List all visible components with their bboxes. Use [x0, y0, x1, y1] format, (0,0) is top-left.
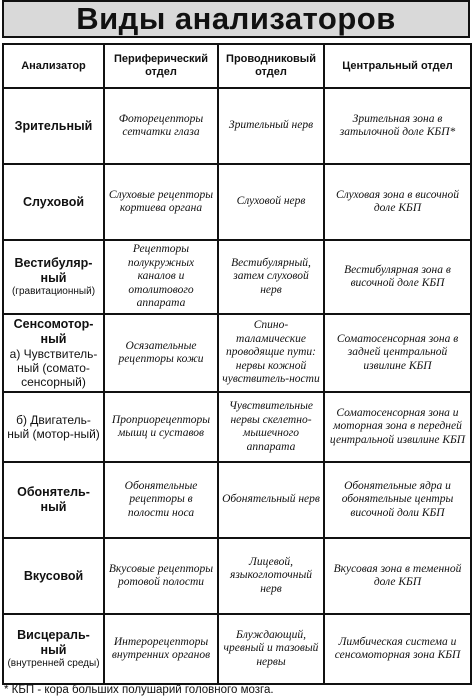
header-central: Центральный отдел — [324, 44, 471, 88]
peripheral-cell: Интерорецепторы внутренних органов — [104, 614, 218, 684]
table-row — [3, 314, 471, 392]
analyzers-table — [2, 43, 472, 685]
page-title: Виды анализаторов — [76, 1, 396, 36]
central-cell: Обонятельные ядра и обонятельные центры височной доли КБП — [324, 462, 471, 538]
conductive-cell: Зрительный нерв — [218, 88, 324, 164]
table-row — [3, 240, 471, 314]
analyzer-name — [3, 314, 104, 392]
conductive-cell: Слуховой нерв — [218, 164, 324, 240]
conductive-cell: Лицевой, языкоглоточный нерв — [218, 538, 324, 614]
analyzer-name-label: Обонятель-ный — [17, 485, 90, 514]
analyzer-name-label: Зрительный — [14, 118, 93, 133]
table-row — [3, 392, 471, 462]
title-bar — [2, 0, 470, 38]
conductive-cell: Вестибулярный, затем слуховой нерв — [218, 240, 324, 314]
peripheral-cell: Рецепторы полукружных каналов и отолитового аппарата — [104, 240, 218, 314]
table-row — [3, 164, 471, 240]
header-conductive: Проводниковый отдел — [218, 44, 324, 88]
footnote: * КБП - кора больших полушарий головного мозга. — [4, 684, 274, 696]
table-row — [3, 462, 471, 538]
analyzer-name — [3, 240, 104, 314]
central-cell: Соматосенсорная зона в задней центральной извилине КБП — [324, 314, 471, 392]
table-row — [3, 614, 471, 684]
peripheral-cell: Обонятельные рецепторы в полости носа — [104, 462, 218, 538]
header-analyzer: Анализатор — [3, 44, 104, 88]
analyzer-name-label: Сенсомотор-ный — [13, 317, 94, 346]
analyzer-name-label: Слуховой — [22, 194, 85, 209]
peripheral-cell: Проприорецепторы мышц и суставов — [104, 392, 218, 462]
analyzer-name — [3, 462, 104, 538]
analyzer-name — [3, 392, 104, 462]
analyzer-note: (гравитационный) — [11, 286, 96, 297]
header-peripheral: Периферический отдел — [104, 44, 218, 88]
analyzer-note: б) Двигатель-ный (мотор-ный) — [7, 413, 100, 441]
peripheral-cell: Фоторецепторы сетчатки глаза — [104, 88, 218, 164]
peripheral-cell: Вкусовые рецепторы ротовой полости — [104, 538, 218, 614]
central-cell: Лимбическая система и сенсомоторная зона КБП — [324, 614, 471, 684]
analyzer-name — [3, 88, 104, 164]
analyzer-name-label: Висцераль-ный — [17, 628, 90, 657]
analyzer-name — [3, 538, 104, 614]
central-cell: Зрительная зона в затылочной доле КБП* — [324, 88, 471, 164]
analyzer-note: а) Чувствитель-ный (сомато-сенсорный) — [9, 347, 98, 389]
central-cell: Слуховая зона в височной доле КБП — [324, 164, 471, 240]
table-row — [3, 538, 471, 614]
analyzer-name — [3, 164, 104, 240]
central-cell: Соматосенсорная зона и моторная зона в передней центральной извилине КБП — [324, 392, 471, 462]
analyzer-name-label: Вкусовой — [23, 568, 84, 583]
header-row — [3, 44, 471, 88]
conductive-cell: Обонятельный нерв — [218, 462, 324, 538]
peripheral-cell: Осязательные рецепторы кожи — [104, 314, 218, 392]
central-cell: Вкусовая зона в теменной доле КБП — [324, 538, 471, 614]
analyzer-name — [3, 614, 104, 684]
conductive-cell: Спино-таламические проводящие пути: нервы кожной чувствитель-ности — [218, 314, 324, 392]
conductive-cell: Чувствительные нервы скелетно-мышечного аппарата — [218, 392, 324, 462]
analyzer-name-label: Вестибуляр-ный — [14, 256, 93, 285]
central-cell: Вестибулярная зона в височной доле КБП — [324, 240, 471, 314]
conductive-cell: Блуждающий, чревный и тазовый нервы — [218, 614, 324, 684]
table-row — [3, 88, 471, 164]
analyzer-note: (внутренней среды) — [7, 658, 100, 669]
peripheral-cell: Слуховые рецепторы кортиева органа — [104, 164, 218, 240]
